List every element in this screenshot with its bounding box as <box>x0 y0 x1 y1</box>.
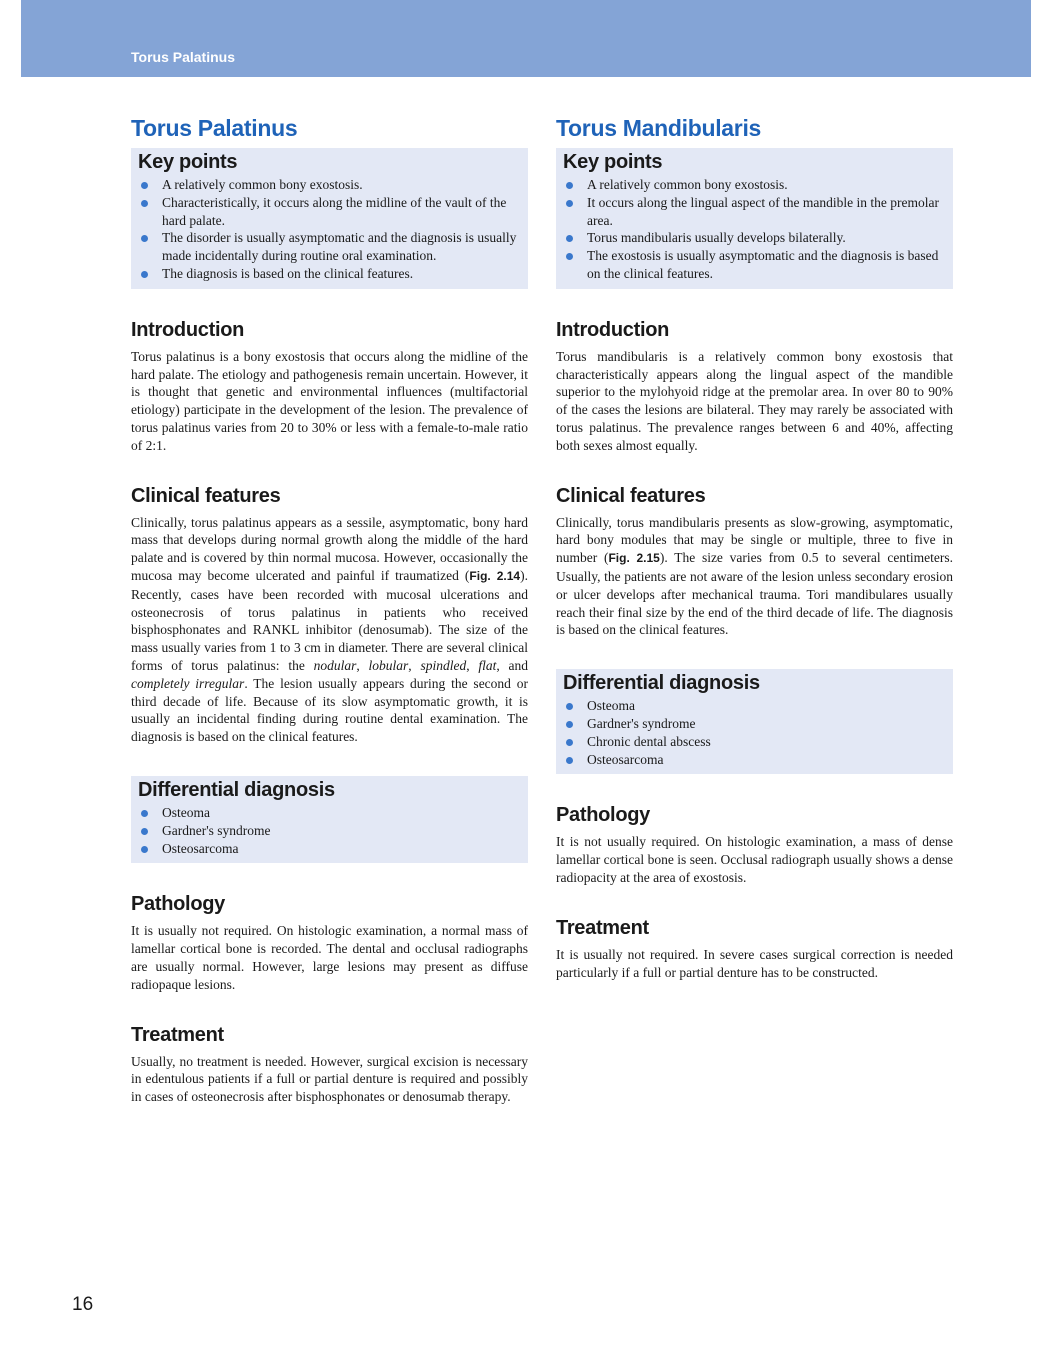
introduction-text: Torus mandibularis is a relatively common bony exostosis that characteristically appears along the lingual aspect of the mandible superior to the mylohyoid ridge at the premolar area. In over 80 to 90% of the cases the lesions are bilateral. They may rarely be associated with torus palatinus. The prevalence ranges between 6 and 40%, affecting both sexes almost equally. <box>556 348 953 453</box>
pathology-text: It is usually not required. On histologic examination, a normal mass of lamellar cortical bone is recorded. The dental and occlusal radiographs are usually normal. However, large lesions may present as diffuse radiopaque lesions. <box>131 923 528 992</box>
differential-diagnosis-list <box>563 697 945 768</box>
list-item: Osteoma <box>138 804 520 822</box>
introduction-heading: Introduction <box>131 318 245 341</box>
running-head: Torus Palatinus <box>131 49 235 65</box>
key-points-heading: Key points <box>138 151 238 173</box>
pathology-heading: Pathology <box>131 893 225 916</box>
list-item: The exostosis is usually asymptomatic and the diagnosis is based on the clinical features. <box>563 247 945 283</box>
list-item: Characteristically, it occurs along the midline of the vault of the hard palate. <box>138 194 520 230</box>
key-points-list <box>138 176 520 283</box>
differential-diagnosis-heading: Differential diagnosis <box>138 778 335 801</box>
figure-reference[interactable]: Fig. 2.15 <box>608 551 660 566</box>
treatment-text: It is usually not required. In severe cases surgical correction is needed particularly if a full or partial denture has to be constructed. <box>556 946 953 980</box>
list-item: Gardner's syndrome <box>563 715 945 733</box>
treatment-heading: Treatment <box>556 916 649 939</box>
clinical-features-text: Clinically, torus palatinus appears as a sessile, asymptomatic, bony hard mass that develops during normal growth along the middle of the hard palate and is covered by thin normal mucosa. However, occasionally the mucosa may become ulcerated and painful if traumatized (Fig. 2.14). Recently, cases have been recorded with mucosal ulcerations and osteonecrosis of torus palatinus in patients who received bisphosphonates and RANKL inhibitor (denosumab). The size of the mass usually varies from 1 to 3 cm in diameter. There are several clinical forms of torus palatinus: the nodular, lobular, spindled, flat, and completely irregular. The lesion usually appears during the second or third decade of life. Because of its slow asymptomatic growth, it is usually an incidental finding during routine dental examination. The diagnosis is based on the clinical features. <box>131 514 529 745</box>
differential-diagnosis-box <box>556 669 953 774</box>
differential-diagnosis-box <box>131 776 528 863</box>
key-points-list <box>563 176 945 283</box>
clinical-features-heading: Clinical features <box>131 484 281 507</box>
pathology-text: It is not usually required. On histologic examination, a mass of dense lamellar cortical bone is seen. Occlusal radiograph usually shows a dense radiopacity at the area of exostosis. <box>556 834 953 885</box>
list-item: The disorder is usually asymptomatic and the diagnosis is usually made incidentally during routine oral examination. <box>138 229 520 265</box>
introduction-text: Torus palatinus is a bony exostosis that occurs along the midline of the hard palate. The etiology and pathogenesis remain uncertain. However, it is thought that genetic and environmental influences (multifactorial etiology) participate in the development of the lesion. The prevalence of torus palatinus varies from 20 to 30% or less with a female-to-male ratio of 2:1. <box>131 348 528 453</box>
list-item: A relatively common bony exostosis. <box>138 176 520 194</box>
treatment-heading: Treatment <box>131 1023 224 1046</box>
key-points-box <box>556 148 953 289</box>
left-column <box>131 115 528 1136</box>
introduction-heading: Introduction <box>556 318 670 341</box>
differential-diagnosis-heading: Differential diagnosis <box>563 672 760 695</box>
header-band <box>21 0 1031 77</box>
list-item: Osteosarcoma <box>563 751 945 769</box>
list-item: Gardner's syndrome <box>138 822 520 840</box>
key-points-box <box>131 148 528 289</box>
list-item: Osteosarcoma <box>138 840 520 858</box>
page-number: 16 <box>72 1294 94 1315</box>
list-item: The diagnosis is based on the clinical features. <box>138 265 520 283</box>
key-points-heading: Key points <box>563 151 663 173</box>
list-item: Chronic dental abscess <box>563 733 945 751</box>
list-item: Torus mandibularis usually develops bilaterally. <box>563 229 945 247</box>
differential-diagnosis-list <box>138 804 520 857</box>
list-item: Osteoma <box>563 697 945 715</box>
clinical-features-text: Clinically, torus mandibularis presents as slow-growing, asymptomatic, hard bony modules that may be single or multiple, three to five in number (Fig. 2.15). The size varies from 0.5 to several centimeters. Usually, the patients are not aware of the lesion unless secondary erosion or ulcer develops after mechanical trauma. Tori mandibulares usually reach their final size by the end of the third decade of life. The diagnosis is based on the clinical features. <box>556 514 953 638</box>
figure-reference[interactable]: Fig. 2.14 <box>469 568 521 583</box>
list-item: It occurs along the lingual aspect of the mandible in the premolar area. <box>563 194 945 230</box>
section-title-torus-palatinus: Torus Palatinus <box>131 115 298 141</box>
clinical-features-heading: Clinical features <box>556 484 706 507</box>
pathology-heading: Pathology <box>556 804 650 827</box>
treatment-text: Usually, no treatment is needed. However, surgical excision is necessary in edentulous patients if a full or partial denture is required and possibly in cases of osteonecrosis after bisphosphonates or denosumab therapy. <box>131 1053 528 1105</box>
section-title-torus-mandibularis: Torus Mandibularis <box>556 115 762 141</box>
list-item: A relatively common bony exostosis. <box>563 176 945 194</box>
right-column <box>556 115 953 1011</box>
